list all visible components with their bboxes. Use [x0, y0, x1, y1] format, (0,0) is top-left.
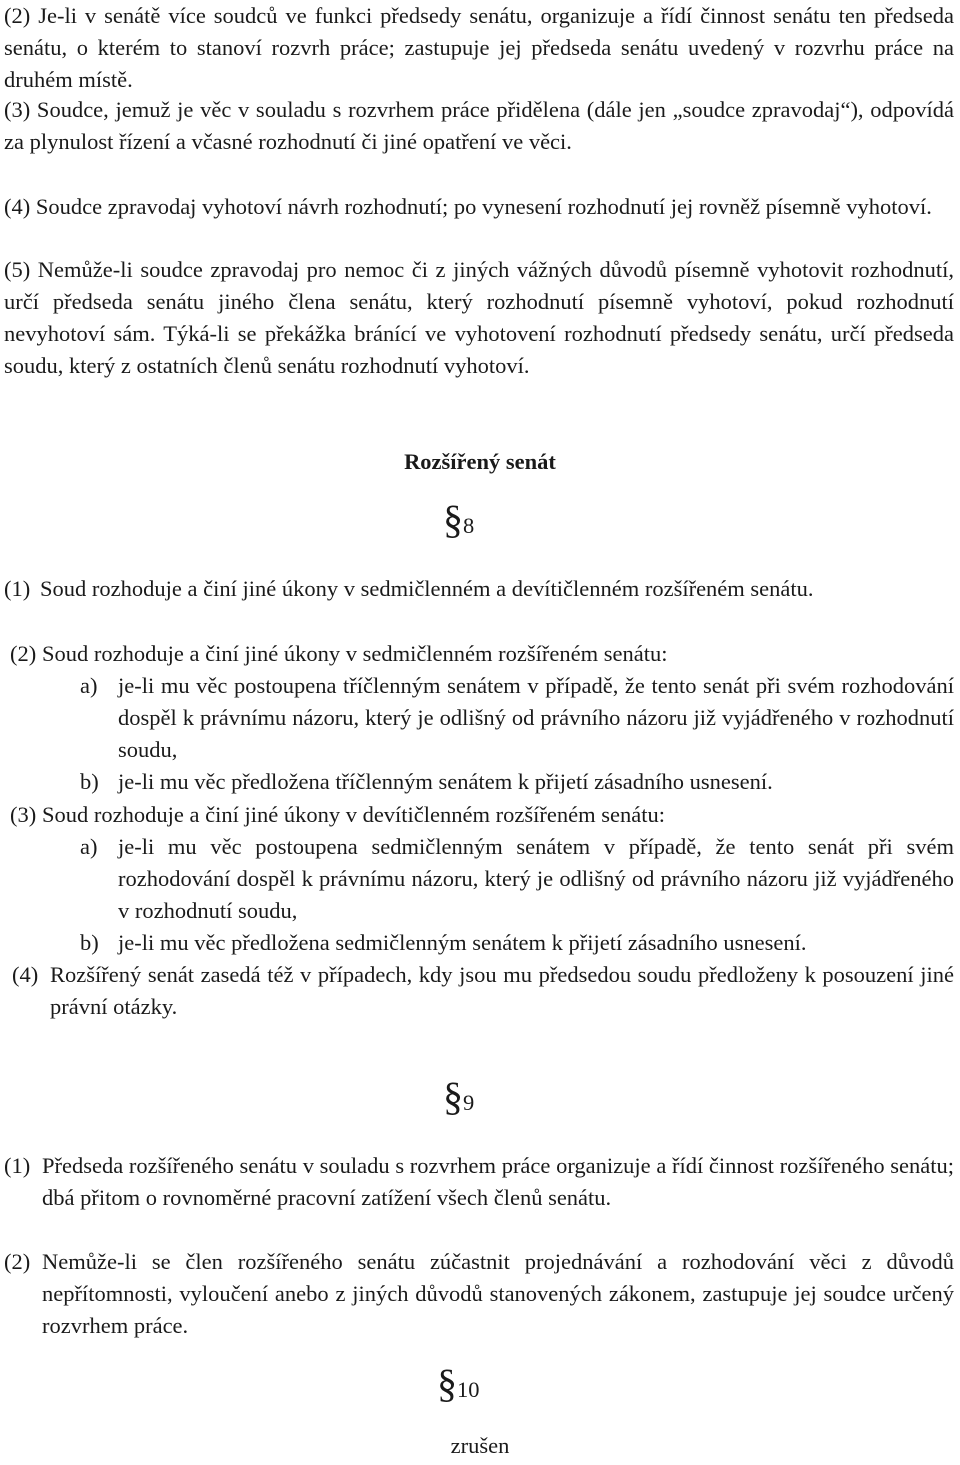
- s9-p2-num: (2): [4, 1249, 31, 1274]
- section-number: 8: [463, 513, 475, 538]
- s8-p2-num: (2): [10, 641, 37, 666]
- s8-p3a-text: je-li mu věc postoupena sedmičlenným senátem v případě, že tento senát při svém rozhodování dospěl k právnímu názoru, který je odlišný od právního názoru již vyjádřeného v rozhodnutí soudu,: [118, 834, 954, 923]
- s8-p2-text: Soud rozhoduje a činí jiné úkony v sedmičlenném rozšířeném senátu:: [42, 641, 668, 666]
- s9-p1-text: Předseda rozšířeného senátu v souladu s rozvrhem práce organizuje a řídí činnost rozšířeného senátu; dbá přitom o rovnoměrné pracovní zatížení všech členů senátu.: [42, 1153, 954, 1210]
- s8-p2-item-a: [80, 670, 954, 766]
- s8-p3b-text: je-li mu věc předložena sedmičlenným senátem k přijetí zásadního usnesení.: [118, 930, 807, 955]
- s8-paragraph-2: [4, 638, 954, 670]
- s8-p3-num: (3): [10, 802, 37, 827]
- s8-p3a-num: a): [80, 834, 98, 859]
- section-heading: Rozšířený senát: [404, 449, 556, 474]
- s9-paragraph-2: [4, 1246, 954, 1342]
- s8-paragraph-4: [4, 959, 954, 1023]
- s8-p2a-text: je-li mu věc postoupena tříčlenným senátem v případě, že tento senát při svém rozhodování dospěl k právnímu názoru, který je odlišný od právního názoru již vyjádřeného v rozhodnutí soudu,: [118, 673, 954, 762]
- s8-p4-num: (4): [12, 962, 39, 987]
- repealed-text: zrušen: [450, 1433, 510, 1458]
- paragraph-5: (5) Nemůže-li soudce zpravodaj pro nemoc či z jiných vážných důvodů písemně vyhotovit rozhodnutí, určí předseda senátu jiného člena senátu, který rozhodnutí písemně vyhotoví, pokud rozhodnutí nevyhotoví sám. Týká-li se překážka bránící ve vyhotovení rozhodnutí předsedy senátu, určí předseda soudu, který z ostatních členů senátu rozhodnutí vyhotoví.: [4, 257, 954, 378]
- s8-p1-text: Soud rozhoduje a činí jiné úkony v sedmičlenném a devítičlenném rozšířeném senátu.: [40, 576, 814, 601]
- section-symbol: §: [437, 1361, 457, 1406]
- s8-p3-text: Soud rozhoduje a činí jiné úkony v devítičlenném rozšířeném senátu:: [42, 802, 665, 827]
- s8-p1-num: (1): [4, 576, 31, 601]
- s8-p3b-num: b): [80, 930, 99, 955]
- s8-p2a-num: a): [80, 673, 98, 698]
- s8-p3-item-b: [80, 927, 954, 959]
- section-symbol: §: [443, 497, 463, 542]
- s8-p2b-text: je-li mu věc předložena tříčlenným senátem k přijetí zásadního usnesení.: [118, 769, 773, 794]
- s9-p1-num: (1): [4, 1153, 31, 1178]
- paragraph-2: (2) Je-li v senátě více soudců ve funkci předsedy senátu, organizuje a řídí činnost senátu ten předseda senátu, o kterém to stanoví rozvrh práce; zastupuje jej předseda senátu uvedený v rozvrhu práce na druhém místě.: [4, 3, 954, 92]
- paragraph-3: (3) Soudce, jemuž je věc v souladu s rozvrhem práce přidělena (dále jen „soudce zpravodaj“), odpovídá za plynulost řízení a včasné rozhodnutí či jiné opatření ve věci.: [4, 97, 954, 154]
- s8-p2-item-b: [80, 766, 954, 798]
- s8-paragraph-1: [4, 573, 954, 637]
- s8-p4-text: Rozšířený senát zasedá též v případech, kdy jsou mu předsedou soudu předloženy k posouzení jiné právní otázky.: [50, 962, 954, 1019]
- paragraph-4: (4) Soudce zpravodaj vyhotoví návrh rozhodnutí; po vynesení rozhodnutí jej rovněž písemně vyhotoví.: [4, 194, 932, 219]
- section-symbol: §: [443, 1074, 463, 1119]
- section-number: 10: [457, 1377, 480, 1402]
- s9-paragraph-1: [4, 1150, 954, 1246]
- s8-p2b-num: b): [80, 769, 99, 794]
- s8-paragraph-3: [4, 799, 954, 831]
- section-number: 9: [463, 1090, 475, 1115]
- s8-p3-item-a: [80, 831, 954, 927]
- s9-p2-text: Nemůže-li se člen rozšířeného senátu zúčastnit projednávání a rozhodování věci z důvodů nepřítomnosti, vyloučení anebo z jiných důvodů stanovených zákonem, zastupuje jej soudce určený rozvrhem práce.: [42, 1249, 954, 1338]
